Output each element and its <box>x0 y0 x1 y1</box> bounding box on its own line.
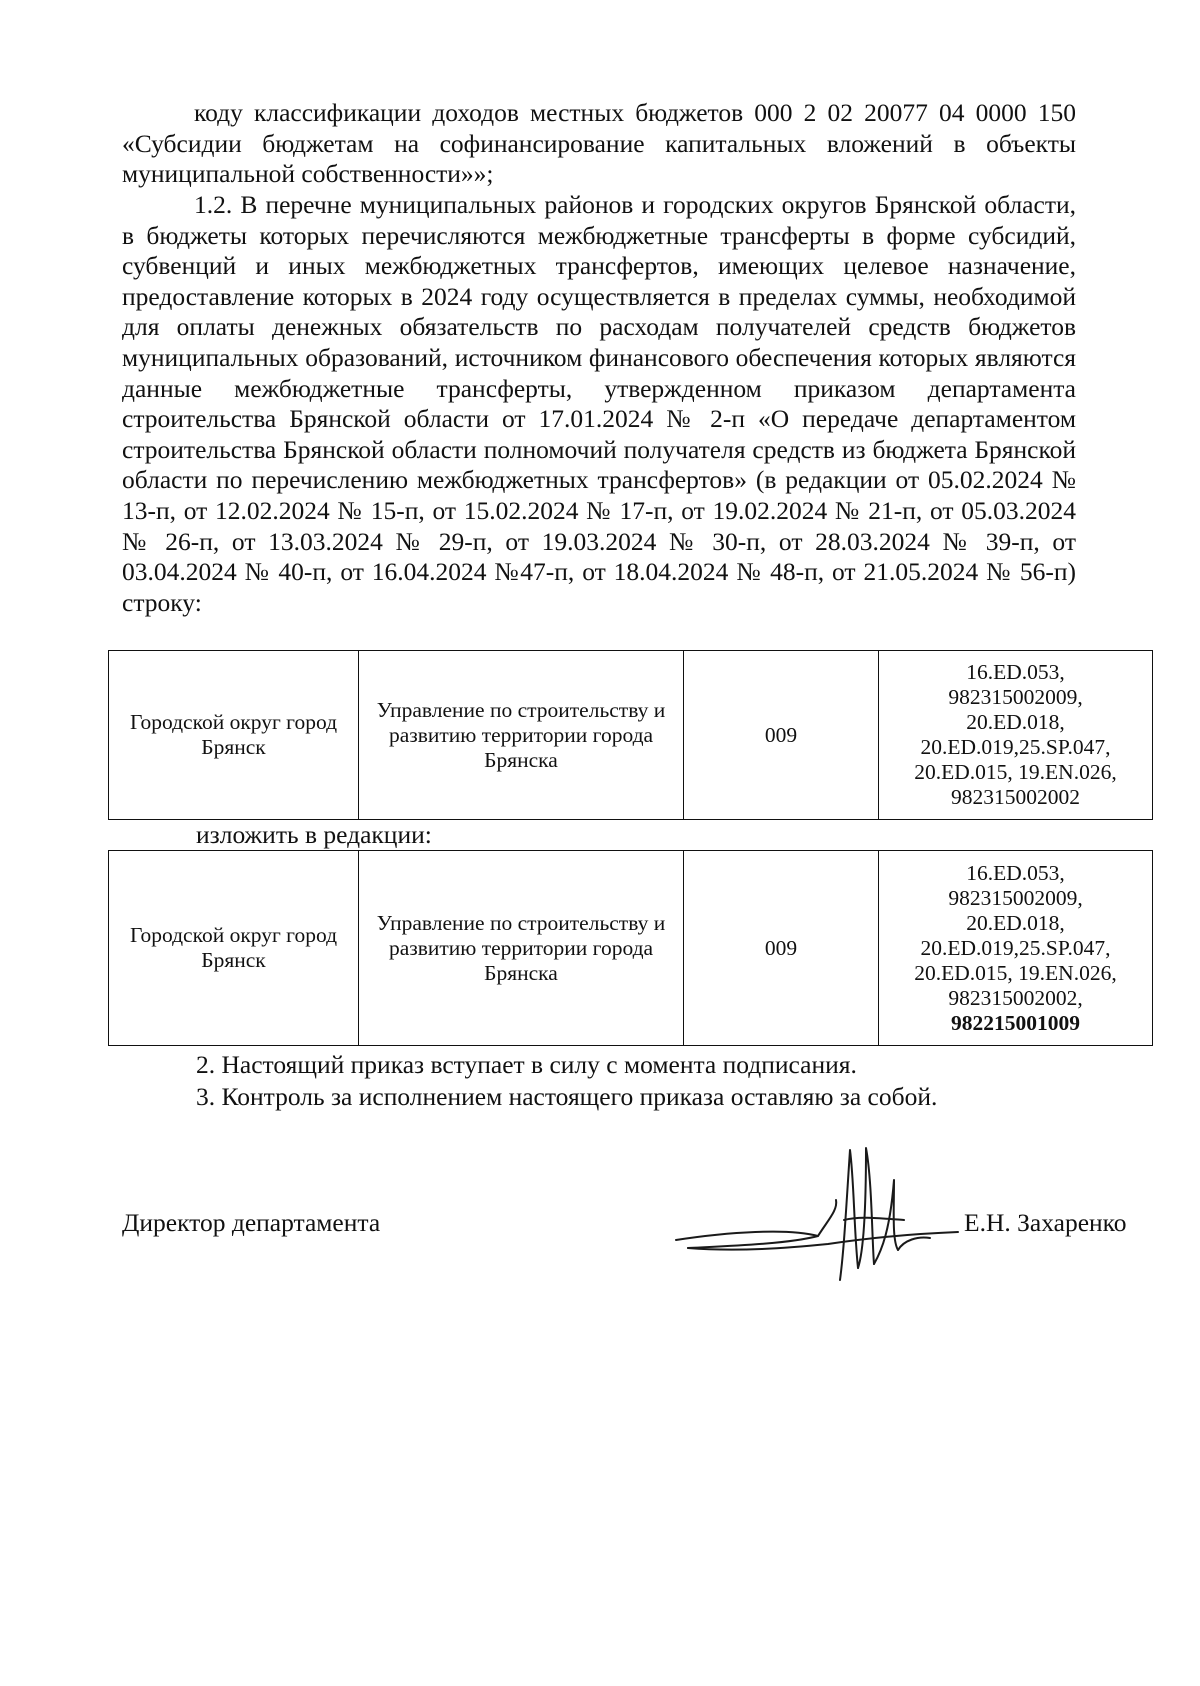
codes-cell <box>879 651 1153 820</box>
codes-cell <box>879 851 1153 1046</box>
code-line: 982315002009, <box>948 885 1083 910</box>
code-line: 16.ED.053, <box>966 860 1065 885</box>
code-line: 20.ED.015, 19.EN.026, <box>914 960 1117 985</box>
signer-name: Е.Н. Захаренко <box>964 1208 1127 1237</box>
code-line: 982315002002 <box>951 785 1080 809</box>
code-line: 982315002002, <box>948 985 1083 1010</box>
code-line: 20.ED.019,25.SP.047, <box>920 935 1111 960</box>
code-line: 16.ED.053, <box>966 660 1065 684</box>
recipient-cell: Управление по строительству и развитию территории города Брянска <box>359 851 684 1046</box>
municipality-cell: Городской округ город Брянск <box>109 651 359 820</box>
municipality-cell: Городской округ город Брянск <box>109 851 359 1046</box>
point-1-2-paragraph: 1.2. В перечне муниципальных районов и городских округов Брянской области, в бюджеты которых перечисляются межбюджетные трансферты в форме субсидий, субвенций и иных межбюджетных трансфертов, имеющих целевое назначение, предоставление которых в 2024 году осуществляется в пределах суммы, необходимой для оплаты денежных обязательств по расходам получателей средств бюджетов муниципальных образований, источником финансового обеспечения которых являются данные межбюджетные трансферты, утвержденном приказом департамента строительства Брянской области от 17.01.2024 № 2-п «О передаче департаментом строительства Брянской области полномочий получателя средств из бюджета Брянской области по перечислению межбюджетных трансфертов» (в редакции от 05.02.2024 № 13-п, от 12.02.2024 № 15-п, от 15.02.2024 № 17-п, от 19.02.2024 № 21-п, от 05.03.2024 № 26-п, от 13.03.2024 № 29-п, от 19.03.2024 № 30-п, от 28.03.2024 № 39-п, от 03.04.2024 № 40-п, от 16.04.2024 №47-п, от 18.04.2024 № 48-п, от 21.05.2024 № 56-п) строку: <box>122 190 1076 617</box>
code-line: 982315002009, <box>948 685 1083 709</box>
table-row <box>109 851 1153 1046</box>
handwritten-signature <box>668 1140 968 1290</box>
recipient-cell: Управление по строительству и развитию территории города Брянска <box>359 651 684 820</box>
code-line: 20.ED.018, <box>966 710 1065 734</box>
code-line: 20.ED.019,25.SP.047, <box>920 735 1111 759</box>
new-code-line: 982215001009 <box>951 1010 1080 1035</box>
code-line: 20.ED.015, 19.EN.026, <box>914 760 1117 784</box>
point-2-text: 2. Настоящий приказ вступает в силу с момента подписания. <box>196 1050 857 1079</box>
code-cell: 009 <box>684 651 879 820</box>
code-cell: 009 <box>684 851 879 1046</box>
transition-text: изложить в редакции: <box>196 820 432 849</box>
new-row-table <box>108 850 1153 1046</box>
code-line: 20.ED.018, <box>966 910 1065 935</box>
table-row <box>109 651 1153 820</box>
point-3-text: 3. Контроль за исполнением настоящего приказа оставляю за собой. <box>196 1082 938 1111</box>
signer-position: Директор департамента <box>122 1208 381 1237</box>
old-row-table <box>108 650 1153 820</box>
intro-paragraph: коду классификации доходов местных бюджетов 000 2 02 20077 04 0000 150 «Субсидии бюджетам на софинансирование капитальных вложений в объекты муниципальной собственности»»; <box>122 98 1076 189</box>
